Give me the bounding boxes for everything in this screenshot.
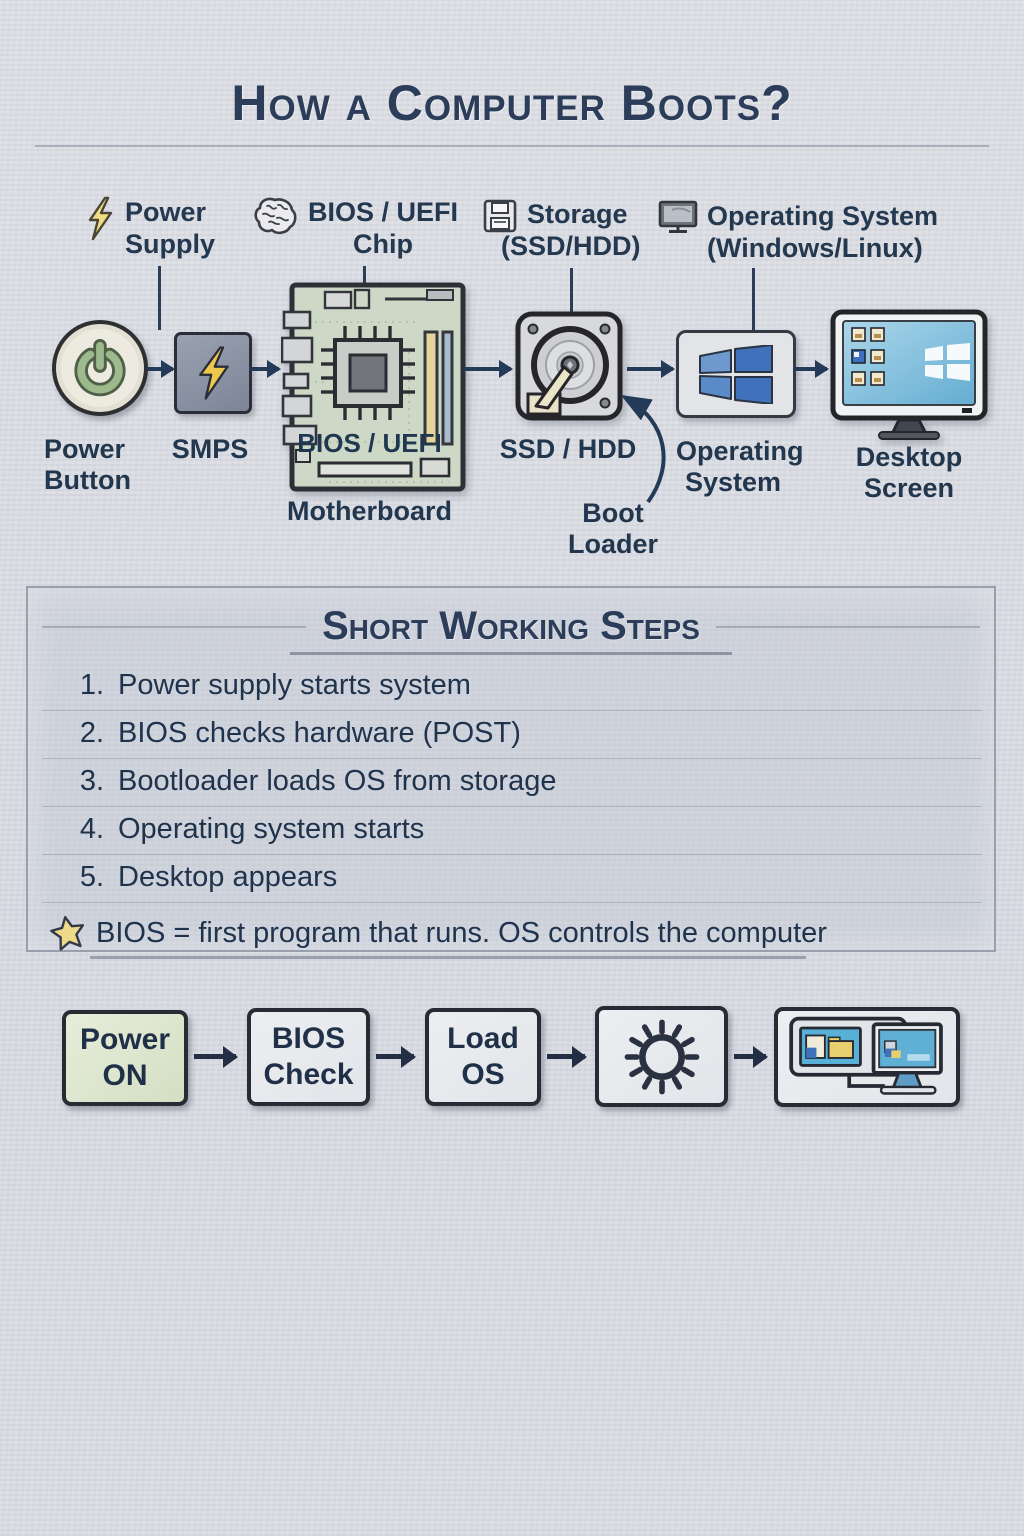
motherboard-label: Motherboard: [287, 496, 452, 526]
label-line: Loader: [567, 529, 659, 559]
flow-arrow-1: [147, 367, 173, 371]
desktop-monitor-icon: [829, 308, 989, 440]
step-number: 5.: [79, 861, 104, 893]
connector-storage: [570, 268, 573, 312]
power-button: [52, 320, 148, 416]
desktop-label: [829, 442, 989, 504]
step-text: BIOS checks hardware (POST): [118, 717, 521, 749]
boot-loader-curved-arrow: [598, 386, 678, 508]
label-line: Screen: [863, 473, 955, 503]
heading-right-line: [716, 626, 980, 628]
short-working-steps-panel: [26, 586, 996, 952]
bottom-arrow-1: [194, 1054, 236, 1059]
bottom-step-load-os: [425, 1008, 541, 1106]
bottom-arrow-2: [376, 1054, 414, 1059]
box-line: Power: [79, 1023, 171, 1056]
top-label-line: Power: [125, 197, 207, 227]
flow-arrow-5: [793, 367, 827, 371]
ssd-label: SSD / HDD: [499, 434, 637, 464]
brain-icon: [253, 196, 299, 238]
step-item: [42, 711, 982, 759]
step-number: 3.: [79, 765, 104, 797]
top-label-storage: [482, 198, 641, 262]
flow-arrow-4: [627, 367, 673, 371]
desktop-screen: [829, 308, 989, 445]
box-line: BIOS: [271, 1022, 346, 1055]
step-item: [42, 759, 982, 807]
desktop-screens-icon: [782, 1013, 952, 1101]
top-label-power-supply: [84, 196, 215, 260]
label-line: Boot: [582, 498, 644, 528]
sun-icon: [612, 1014, 712, 1100]
top-label-line: Operating System: [707, 201, 939, 231]
smps-label: SMPS: [171, 434, 249, 464]
power-button-label: [44, 434, 131, 496]
step-text: Bootloader loads OS from storage: [118, 765, 557, 797]
heading-left-line: [42, 626, 306, 628]
bottom-step-bios-check: [247, 1008, 370, 1106]
box-line: Check: [263, 1058, 354, 1091]
smps-box: [174, 332, 252, 414]
bottom-arrow-3: [547, 1054, 585, 1059]
steps-heading-row: [42, 604, 980, 649]
monitor-icon: [658, 200, 698, 234]
label-line: Button: [44, 465, 131, 495]
motherboard-chip-text: BIOS / UEFI: [297, 428, 442, 458]
top-label-line: (SSD/HDD): [501, 231, 641, 261]
top-label-bios-chip: [253, 196, 458, 260]
bottom-arrow-4: [734, 1054, 766, 1059]
page-title: How a Computer Boots?: [231, 75, 793, 131]
step-item: [42, 807, 982, 855]
flow-arrow-2: [250, 367, 279, 371]
bottom-step-desktop: [774, 1007, 960, 1107]
step-text: Power supply starts system: [118, 669, 471, 701]
title-divider: [35, 145, 989, 147]
power-symbol-icon: [71, 339, 129, 397]
top-label-line: BIOS / UEFI: [308, 197, 459, 227]
operating-system-box: [676, 330, 796, 418]
note-text: BIOS = first program that runs. OS controls the computer: [96, 916, 827, 949]
top-label-line: Storage: [527, 199, 628, 229]
label-line: Power: [44, 434, 126, 464]
lightning-bolt-icon: [193, 344, 233, 402]
step-text: Desktop appears: [118, 861, 338, 893]
motherboard-graphic: [281, 282, 466, 492]
box-line: OS: [461, 1058, 505, 1091]
star-icon: [50, 915, 86, 951]
top-label-line: Supply: [125, 229, 216, 259]
label-line: System: [684, 467, 782, 497]
heading-underline: [290, 652, 732, 655]
flow-arrow-3: [463, 367, 511, 371]
note-row: [50, 915, 982, 951]
label-line: Operating: [676, 436, 804, 466]
lightning-icon: [84, 196, 116, 242]
label-line: Desktop: [855, 442, 963, 472]
step-number: 2.: [79, 717, 104, 749]
bottom-step-power-on: [62, 1010, 188, 1106]
step-number: 1.: [79, 669, 104, 701]
top-label-line: Chip: [353, 229, 414, 259]
steps-heading: Short Working Steps: [322, 604, 700, 648]
connector-os: [752, 268, 755, 330]
motherboard: [281, 282, 458, 492]
note-underline: [90, 956, 806, 959]
step-item: [42, 663, 982, 711]
box-line: ON: [102, 1059, 148, 1092]
top-label-line: (Windows/Linux): [707, 233, 923, 263]
connector-power-supply: [158, 266, 161, 330]
step-number: 4.: [79, 813, 104, 845]
box-line: Load: [447, 1022, 519, 1055]
bottom-step-os-starts: [595, 1006, 728, 1107]
steps-list: [42, 663, 982, 903]
step-text: Operating system starts: [118, 813, 425, 845]
step-item: [42, 855, 982, 903]
top-label-operating-system: [658, 200, 938, 264]
floppy-disk-icon: [482, 198, 518, 234]
windows-logo-icon: [698, 345, 774, 404]
os-label: [676, 436, 804, 498]
